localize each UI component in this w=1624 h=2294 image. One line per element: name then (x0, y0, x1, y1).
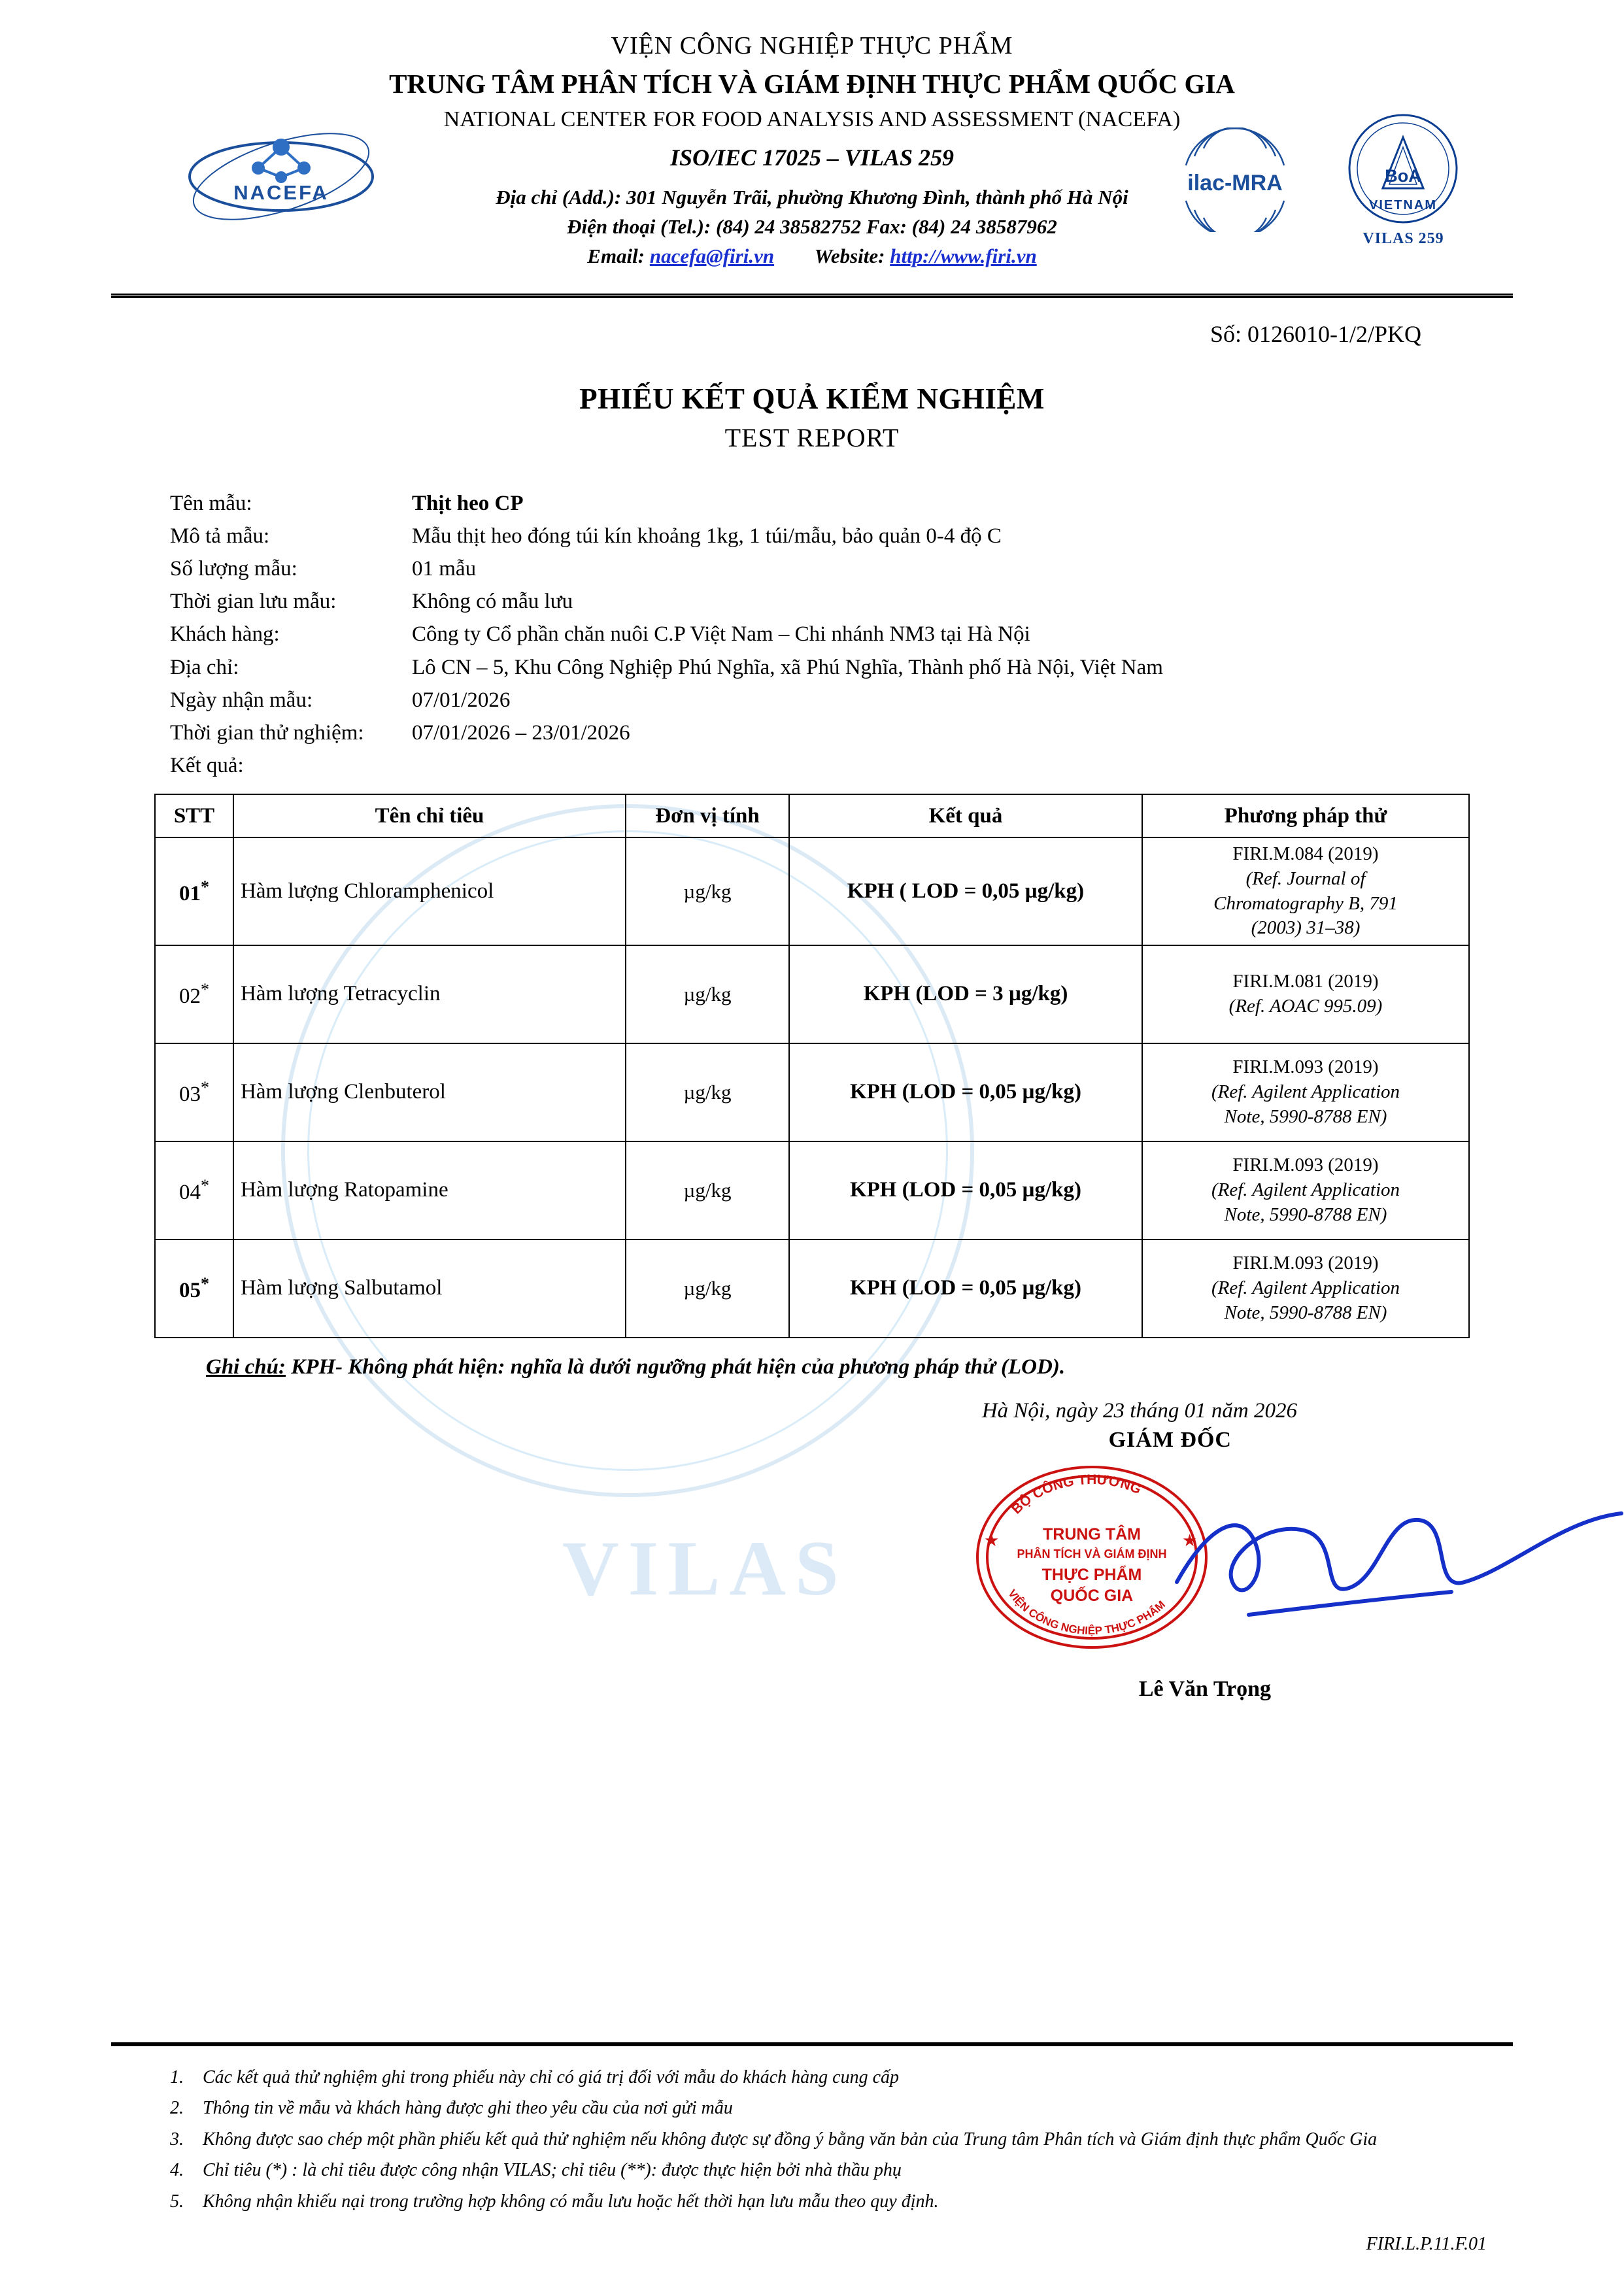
document-header (111, 0, 1513, 271)
list-item: 3. Không được sao chép một phần phiếu kết quả thử nghiệm nếu không được sự đồng ý bằng văn bản của Trung tâm Phân tích và Giám định thực phẩm Quốc Gia (188, 2125, 1513, 2153)
info-value: Công ty Cổ phần chăn nuôi C.P Việt Nam – Chi nhánh NM3 tại Hà Nội (412, 622, 1030, 647)
signer-name: Lê Văn Trọng (1138, 1676, 1271, 1701)
info-row (170, 717, 1513, 749)
watermark-text: VILAS (562, 1525, 848, 1611)
cell-stt (155, 1240, 233, 1338)
email-website-line (111, 242, 1513, 271)
boa-logo-icon (1333, 111, 1474, 248)
method-line: Chromatography B, 791 (1213, 892, 1398, 914)
info-value: Mẫu thịt heo đóng túi kín khoảng 1kg, 1 túi/mẫu, bảo quản 0-4 độ C (412, 524, 1002, 548)
stt-value: 04 (179, 1180, 201, 1204)
cell-result: KPH (LOD = 0,05 µg/kg) (789, 1141, 1142, 1240)
cell-method (1142, 1141, 1469, 1240)
method-line: (Ref. Agilent Application (1211, 1081, 1400, 1103)
address-line: Địa chỉ (Add.): 301 Nguyễn Trãi, phường Khương Đình, thành phố Hà Nội (496, 186, 1128, 209)
method-line: (Ref. AOAC 995.09) (1228, 995, 1383, 1017)
table-row (155, 1043, 1469, 1141)
cell-parameter: Hàm lượng Tetracyclin (233, 945, 626, 1043)
cell-method (1142, 1043, 1469, 1141)
footer-divider (111, 2042, 1513, 2046)
svg-text:PHÂN TÍCH VÀ GIÁM ĐỊNH: PHÂN TÍCH VÀ GIÁM ĐỊNH (1017, 1547, 1167, 1560)
column-header-method: Phương pháp thử (1142, 794, 1469, 837)
cell-unit: µg/kg (626, 1043, 789, 1141)
svg-text:BỘ CÔNG THƯƠNG: BỘ CÔNG THƯƠNG (1009, 1472, 1143, 1517)
cell-stt (155, 837, 233, 945)
signature-date: Hà Nội, ngày 23 tháng 01 năm 2026 (981, 1398, 1297, 1423)
svg-text:QUỐC GIA: QUỐC GIA (1050, 1586, 1134, 1605)
info-row (170, 585, 1513, 618)
accreditation-standard: ISO/IEC 17025 – VILAS 259 (669, 144, 955, 171)
vilas-star: * (201, 1175, 209, 1195)
cell-parameter: Hàm lượng Clenbuterol (233, 1043, 626, 1141)
info-value: Thịt heo CP (412, 491, 524, 515)
document-number: Số: 0126010-1/2/PKQ (1210, 320, 1421, 347)
cell-method (1142, 1240, 1469, 1338)
column-header-stt: STT (155, 794, 233, 837)
page-subtitle: TEST REPORT (724, 422, 900, 452)
kph-note (111, 1355, 1513, 1379)
info-row (170, 684, 1513, 717)
info-value (412, 749, 1513, 782)
footer-notes-list (111, 2063, 1513, 2216)
info-value: Không có mẫu lưu (412, 590, 573, 614)
info-value: 01 mẫu (412, 557, 477, 581)
method-line: FIRI.M.093 (2019) (1232, 1253, 1379, 1274)
org-name-vi-1: VIỆN CÔNG NGHIỆP THỰC PHẨM (611, 32, 1013, 59)
table-row (155, 1141, 1469, 1240)
svg-text:VIETNAM: VIETNAM (1369, 198, 1437, 212)
email-link[interactable]: nacefa@firi.vn (649, 244, 775, 267)
method-line: Note, 5990-8788 EN) (1224, 1105, 1387, 1127)
info-label: Thời gian thử nghiệm: (170, 720, 364, 745)
cell-unit: µg/kg (626, 1240, 789, 1338)
svg-text:THỰC PHẨM: THỰC PHẨM (1041, 1565, 1142, 1584)
vilas-star: * (201, 1077, 209, 1097)
svg-text:NACEFA: NACEFA (233, 181, 329, 204)
info-value: 07/01/2026 – 23/01/2026 (412, 720, 630, 745)
method-line: (2003) 31–38) (1251, 917, 1361, 939)
page-title: PHIẾU KẾT QUẢ KIỂM NGHIỆM (579, 382, 1045, 415)
nacefa-logo-icon (180, 114, 382, 222)
info-label: Khách hàng: (170, 622, 280, 647)
method-line: Note, 5990-8788 EN) (1224, 1204, 1387, 1225)
note-text: KPH- Không phát hiện: nghĩa là dưới ngưỡng phát hiện của phương pháp thử (LOD). (291, 1355, 1066, 1379)
ilac-mra-logo-icon (1163, 127, 1307, 232)
cell-unit: µg/kg (626, 1141, 789, 1240)
method-line: FIRI.M.084 (2019) (1232, 843, 1379, 865)
info-label: Kết quả: (170, 754, 244, 778)
cell-result: KPH (LOD = 0,05 µg/kg) (789, 1043, 1142, 1141)
cell-method (1142, 945, 1469, 1043)
list-item: 2. Thông tin về mẫu và khách hàng được ghi theo yêu cầu của nơi gửi mẫu (188, 2094, 1513, 2122)
vilas-star: * (201, 1274, 209, 1293)
svg-text:ilac-MRA: ilac-MRA (1187, 171, 1283, 195)
info-row (170, 552, 1513, 585)
vilas-star: * (201, 979, 209, 999)
method-line: FIRI.M.093 (2019) (1232, 1155, 1379, 1176)
column-header-result: Kết quả (789, 794, 1142, 837)
info-label: Thời gian lưu mẫu: (170, 590, 337, 614)
table-row (155, 837, 1469, 945)
svg-text:TRUNG TÂM: TRUNG TÂM (1043, 1525, 1141, 1543)
svg-text:★: ★ (1182, 1530, 1198, 1550)
list-item: 4. Chỉ tiêu (*) : là chỉ tiêu được công nhận VILAS; chỉ tiêu (**): được thực hiện bởi nhà thầu phụ (188, 2156, 1513, 2184)
info-value: 07/01/2026 (412, 688, 511, 712)
form-code: FIRI.L.P.11.F.01 (1366, 2234, 1487, 2254)
svg-text:VIỆN CÔNG NGHIỆP THỰC PHẨM: VIỆN CÔNG NGHIỆP THỰC PHẨM (1006, 1587, 1168, 1637)
list-item: 1. Các kết quả thử nghiệm ghi trong phiếu này chỉ có giá trị đối với mẫu do khách hàng cung cấp (188, 2063, 1513, 2091)
header-divider (111, 294, 1513, 298)
svg-text:★: ★ (984, 1530, 1000, 1550)
email-label: Email: (587, 244, 645, 267)
results-table (154, 794, 1470, 1338)
stt-value: 02 (179, 984, 201, 1008)
list-item: 5. Không nhận khiếu nại trong trường hợp không có mẫu lưu hoặc hết thời hạn lưu mẫu theo quy định. (188, 2187, 1513, 2216)
cell-unit: µg/kg (626, 837, 789, 945)
method-line: (Ref. Agilent Application (1211, 1179, 1400, 1201)
org-name-vi-2: TRUNG TÂM PHÂN TÍCH VÀ GIÁM ĐỊNH THỰC PHẨM QUỐC GIA (389, 69, 1235, 99)
cell-unit: µg/kg (626, 945, 789, 1043)
column-header-parameter: Tên chỉ tiêu (233, 794, 626, 837)
info-row (170, 520, 1513, 552)
table-row (155, 945, 1469, 1043)
method-line: FIRI.M.093 (2019) (1232, 1056, 1379, 1078)
info-value: Lô CN – 5, Khu Công Nghiệp Phú Nghĩa, xã Phú Nghĩa, Thành phố Hà Nội, Việt Nam (412, 655, 1163, 679)
org-name-en: NATIONAL CENTER FOR FOOD ANALYSIS AND ASSESSMENT (NACEFA) (443, 107, 1181, 131)
method-line: (Ref. Journal of (1245, 868, 1366, 889)
cell-stt (155, 945, 233, 1043)
sample-info-block (111, 487, 1513, 782)
handwritten-signature (1170, 1484, 1624, 1647)
stt-value: 01 (179, 881, 201, 905)
method-line: (Ref. Agilent Application (1211, 1277, 1400, 1299)
cell-parameter: Hàm lượng Chloramphenicol (233, 837, 626, 945)
vilas-star: * (201, 877, 209, 896)
cell-method (1142, 837, 1469, 945)
cell-stt (155, 1043, 233, 1141)
note-label: Ghi chú: (206, 1355, 286, 1379)
info-label: Ngày nhận mẫu: (170, 688, 313, 712)
table-row (155, 1240, 1469, 1338)
svg-text:BoA: BoA (1385, 166, 1421, 186)
table-header-row (155, 794, 1469, 837)
cell-parameter: Hàm lượng Salbutamol (233, 1240, 626, 1338)
website-label: Website: (814, 244, 885, 267)
info-label: Địa chỉ: (170, 655, 239, 679)
document-footer (111, 2042, 1513, 2255)
info-row (170, 651, 1513, 684)
website-link[interactable]: http://www.firi.vn (890, 244, 1037, 267)
info-row (170, 487, 1513, 520)
method-line: FIRI.M.081 (2019) (1232, 971, 1379, 992)
stt-value: 05 (179, 1278, 201, 1302)
stt-value: 03 (179, 1082, 201, 1106)
cell-stt (155, 1141, 233, 1240)
info-label: Số lượng mẫu: (170, 557, 297, 581)
signature-block (111, 1399, 1513, 1752)
column-header-unit: Đơn vị tính (626, 794, 789, 837)
cell-result: KPH (LOD = 0,05 µg/kg) (789, 1240, 1142, 1338)
cell-result: KPH (LOD = 3 µg/kg) (789, 945, 1142, 1043)
phone-line: Điện thoại (Tel.): (84) 24 38582752 Fax: (84) 24 38587962 (567, 214, 1057, 238)
info-row (170, 749, 1513, 782)
boa-vilas-number: VILAS 259 (1362, 230, 1444, 247)
method-line: Note, 5990-8788 EN) (1224, 1302, 1387, 1323)
info-label: Mô tả mẫu: (170, 524, 270, 548)
cell-parameter: Hàm lượng Ratopamine (233, 1141, 626, 1240)
info-label: Tên mẫu: (170, 491, 252, 515)
info-row (170, 618, 1513, 650)
cell-result: KPH ( LOD = 0,05 µg/kg) (789, 837, 1142, 945)
signer-title: GIÁM ĐỐC (1108, 1427, 1232, 1452)
